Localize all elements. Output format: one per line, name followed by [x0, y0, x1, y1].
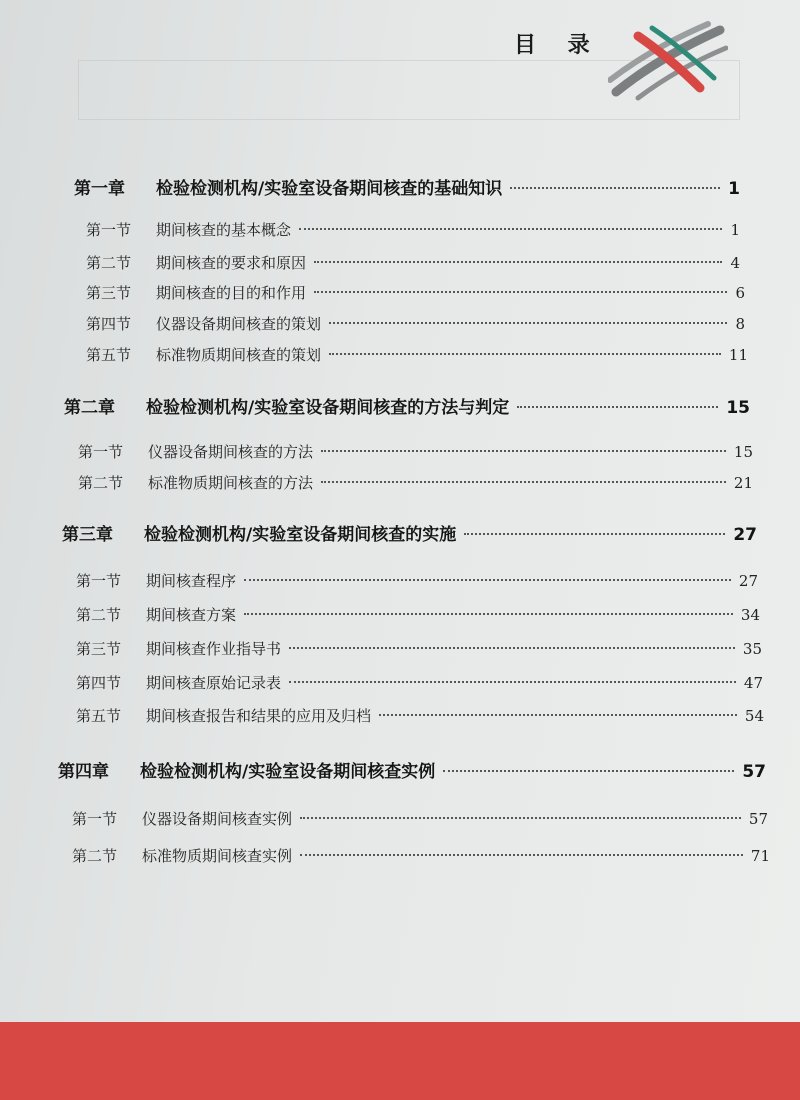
toc-section-row[interactable] — [78, 441, 753, 462]
dot-leader — [379, 714, 737, 716]
toc-section-row[interactable] — [72, 845, 770, 866]
section-number: 第二节 — [86, 254, 132, 272]
dot-leader — [510, 187, 720, 189]
section-number: 第四节 — [76, 674, 122, 692]
dot-leader — [289, 647, 735, 649]
section-number: 第二节 — [76, 606, 122, 624]
section-number: 第五节 — [86, 346, 132, 364]
dot-leader — [443, 770, 734, 772]
page-number: 27 — [738, 572, 758, 590]
section-number: 第一节 — [78, 443, 124, 461]
section-number: 第四节 — [86, 315, 132, 333]
toc-section-row[interactable] — [76, 672, 763, 693]
section-number: 第三节 — [76, 640, 122, 658]
toc-section-row[interactable] — [86, 252, 740, 273]
page-number: 35 — [742, 640, 762, 658]
dot-leader — [314, 261, 722, 263]
toc-section-row[interactable] — [86, 282, 745, 303]
red-footer-band — [0, 1022, 800, 1100]
chapter-name: 检验检测机构/实验室设备期间核查的基础知识 — [156, 179, 503, 199]
page-number: 57 — [742, 762, 766, 782]
page-number: 27 — [733, 525, 757, 545]
page-number: 1 — [728, 179, 740, 199]
section-name: 期间核查的基本概念 — [156, 221, 292, 239]
section-name: 标准物质期间核查实例 — [142, 847, 293, 865]
section-name: 期间核查作业指导书 — [146, 640, 282, 658]
dot-leader — [244, 613, 733, 615]
page-number: 8 — [735, 315, 745, 333]
toc-section-row[interactable] — [86, 344, 748, 365]
dot-leader — [321, 450, 726, 452]
chapter-number: 第三章 — [62, 525, 113, 545]
page-number: 6 — [735, 284, 745, 302]
section-name: 期间核查的目的和作用 — [156, 284, 307, 302]
section-number: 第三节 — [86, 284, 132, 302]
toc-section-row[interactable] — [72, 808, 768, 829]
toc-section-row[interactable] — [78, 472, 753, 493]
toc-chapter-row[interactable] — [64, 393, 750, 418]
section-name: 标准物质期间核查的策划 — [156, 346, 322, 364]
section-name: 仪器设备期间核查的策划 — [156, 315, 322, 333]
section-name: 期间核查程序 — [146, 572, 237, 590]
page-number: 1 — [730, 221, 740, 239]
section-name: 期间核查原始记录表 — [146, 674, 282, 692]
page-number: 4 — [730, 254, 740, 272]
page-number: 47 — [743, 674, 763, 692]
section-number: 第五节 — [76, 707, 122, 725]
dot-leader — [517, 406, 718, 408]
chapter-number: 第四章 — [58, 762, 109, 782]
page-number: 15 — [733, 443, 753, 461]
dot-leader — [300, 854, 743, 856]
toc-section-row[interactable] — [76, 570, 758, 591]
chapter-number: 第一章 — [74, 179, 125, 199]
dot-leader — [321, 481, 726, 483]
dot-leader — [329, 353, 721, 355]
toc-section-row[interactable] — [86, 219, 740, 240]
toc-section-row[interactable] — [86, 313, 745, 334]
page-number: 15 — [726, 398, 750, 418]
dot-leader — [299, 228, 722, 230]
section-name: 期间核查报告和结果的应用及归档 — [146, 707, 372, 725]
section-name: 期间核查方案 — [146, 606, 237, 624]
section-name: 仪器设备期间核查实例 — [142, 810, 293, 828]
section-number: 第一节 — [76, 572, 122, 590]
toc-section-row[interactable] — [76, 638, 762, 659]
chapter-number: 第二章 — [64, 398, 115, 418]
section-number: 第二节 — [72, 847, 118, 865]
section-number: 第一节 — [72, 810, 118, 828]
toc-section-row[interactable] — [76, 705, 764, 726]
dot-leader — [464, 533, 725, 535]
page-number: 34 — [740, 606, 760, 624]
dot-leader — [244, 579, 731, 581]
page-title: 目 录 — [514, 33, 602, 58]
chapter-name: 检验检测机构/实验室设备期间核查的方法与判定 — [146, 398, 510, 418]
page-number: 54 — [744, 707, 764, 725]
dot-leader — [314, 291, 727, 293]
section-name: 仪器设备期间核查的方法 — [148, 443, 314, 461]
toc-chapter-row[interactable] — [74, 174, 740, 199]
dot-leader — [300, 817, 741, 819]
section-number: 第一节 — [86, 221, 132, 239]
chapter-name: 检验检测机构/实验室设备期间核查实例 — [140, 762, 436, 782]
section-number: 第二节 — [78, 474, 124, 492]
dot-leader — [289, 681, 736, 683]
section-name: 标准物质期间核查的方法 — [148, 474, 314, 492]
chapter-logo-icon — [608, 18, 728, 102]
page-number: 71 — [750, 847, 770, 865]
toc-chapter-row[interactable] — [62, 520, 757, 545]
page-number: 57 — [748, 810, 768, 828]
page-number: 21 — [733, 474, 753, 492]
page-number: 11 — [728, 346, 748, 364]
toc-chapter-row[interactable] — [58, 757, 766, 782]
chapter-name: 检验检测机构/实验室设备期间核查的实施 — [144, 525, 457, 545]
dot-leader — [329, 322, 727, 324]
toc-section-row[interactable] — [76, 604, 760, 625]
section-name: 期间核查的要求和原因 — [156, 254, 307, 272]
